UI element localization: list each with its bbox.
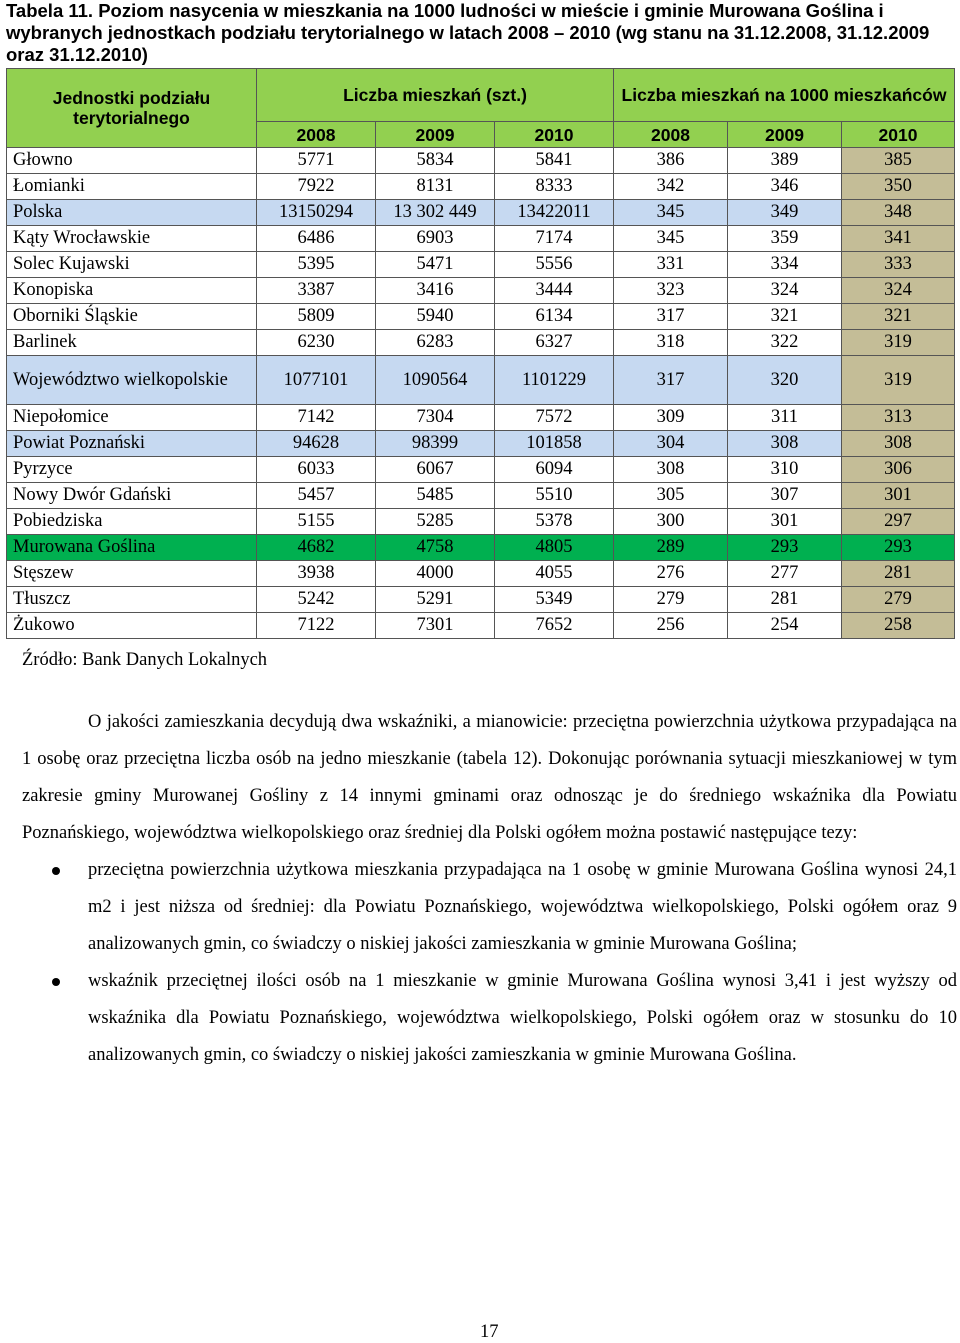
row-name-cell: Murowana Goślina — [7, 535, 257, 561]
row-name-cell: Konopiska — [7, 278, 257, 304]
table-row — [7, 405, 955, 431]
value-cell: 323 — [614, 278, 728, 304]
value-cell: 5155 — [257, 509, 376, 535]
value-cell: 342 — [614, 174, 728, 200]
value-cell: 4758 — [376, 535, 495, 561]
value-cell: 6903 — [376, 226, 495, 252]
value-cell: 301 — [842, 483, 955, 509]
table-row — [7, 535, 955, 561]
value-cell: 5834 — [376, 148, 495, 174]
value-cell: 293 — [842, 535, 955, 561]
value-cell: 301 — [728, 509, 842, 535]
value-cell: 279 — [614, 587, 728, 613]
value-cell: 281 — [728, 587, 842, 613]
row-name-cell: Województwo wielkopolskie — [7, 356, 257, 405]
row-name-cell: Nowy Dwór Gdański — [7, 483, 257, 509]
value-cell: 297 — [842, 509, 955, 535]
row-name-cell: Pobiedziska — [7, 509, 257, 535]
value-cell: 5940 — [376, 304, 495, 330]
intro-paragraph: O jakości zamieszkania decydują dwa wskaźniki, a mianowicie: przeciętna powierzchnia użytkowa przypadająca na 1 osobę oraz przeciętna liczba osób na jedno mieszkanie (tabela 12). Dokonując porównania sytuacji mieszkaniowej w tym zakresie gminy Murowanej Gośliny z 14 innymi gminami oraz odnosząc je do średniego wskaźnika dla Powiatu Poznańskiego, województwa wielkopolskiego oraz średniej dla Polski ogółem można postawić następujące tezy: — [22, 712, 957, 843]
value-cell: 6327 — [495, 330, 614, 356]
value-cell: 359 — [728, 226, 842, 252]
value-cell: 321 — [842, 304, 955, 330]
value-cell: 7572 — [495, 405, 614, 431]
table-row — [7, 278, 955, 304]
value-cell: 5378 — [495, 509, 614, 535]
value-cell: 308 — [728, 431, 842, 457]
value-cell: 386 — [614, 148, 728, 174]
value-cell: 1101229 — [495, 356, 614, 405]
value-cell: 324 — [842, 278, 955, 304]
row-name-cell: Tłuszcz — [7, 587, 257, 613]
value-cell: 98399 — [376, 431, 495, 457]
theses-list — [22, 852, 957, 1074]
row-name-cell: Powiat Poznański — [7, 431, 257, 457]
value-cell: 389 — [728, 148, 842, 174]
value-cell: 4682 — [257, 535, 376, 561]
table-row — [7, 587, 955, 613]
value-cell: 3444 — [495, 278, 614, 304]
value-cell: 385 — [842, 148, 955, 174]
value-cell: 6033 — [257, 457, 376, 483]
header-year: 2008 — [257, 122, 376, 148]
value-cell: 350 — [842, 174, 955, 200]
value-cell: 4055 — [495, 561, 614, 587]
value-cell: 313 — [842, 405, 955, 431]
table-row — [7, 483, 955, 509]
row-name-cell: Barlinek — [7, 330, 257, 356]
value-cell: 281 — [842, 561, 955, 587]
value-cell: 279 — [842, 587, 955, 613]
value-cell: 308 — [842, 431, 955, 457]
value-cell: 13 302 449 — [376, 200, 495, 226]
value-cell: 7174 — [495, 226, 614, 252]
table-row — [7, 457, 955, 483]
value-cell: 348 — [842, 200, 955, 226]
value-cell: 307 — [728, 483, 842, 509]
row-name-cell: Kąty Wrocławskie — [7, 226, 257, 252]
value-cell: 6067 — [376, 457, 495, 483]
value-cell: 5510 — [495, 483, 614, 509]
value-cell: 6094 — [495, 457, 614, 483]
value-cell: 94628 — [257, 431, 376, 457]
value-cell: 6283 — [376, 330, 495, 356]
value-cell: 6486 — [257, 226, 376, 252]
value-cell: 7304 — [376, 405, 495, 431]
value-cell: 258 — [842, 613, 955, 639]
value-cell: 1090564 — [376, 356, 495, 405]
table-row — [7, 330, 955, 356]
table-row — [7, 200, 955, 226]
value-cell: 13422011 — [495, 200, 614, 226]
value-cell: 333 — [842, 252, 955, 278]
header-year: 2009 — [728, 122, 842, 148]
value-cell: 5471 — [376, 252, 495, 278]
value-cell: 349 — [728, 200, 842, 226]
table-row — [7, 304, 955, 330]
value-cell: 6134 — [495, 304, 614, 330]
row-name-cell: Głowno — [7, 148, 257, 174]
value-cell: 5771 — [257, 148, 376, 174]
value-cell: 7652 — [495, 613, 614, 639]
page-number: 17 — [480, 1322, 499, 1342]
value-cell: 346 — [728, 174, 842, 200]
value-cell: 320 — [728, 356, 842, 405]
value-cell: 309 — [614, 405, 728, 431]
body-text — [22, 704, 957, 1074]
value-cell: 7142 — [257, 405, 376, 431]
value-cell: 345 — [614, 200, 728, 226]
header-units: Jednostki podziału terytorialnego — [7, 69, 257, 148]
source-note: Źródło: Bank Danych Lokalnych — [22, 650, 268, 670]
header-year: 2010 — [842, 122, 955, 148]
table-body — [7, 148, 955, 639]
table-caption: Tabela 11. Poziom nasycenia w mieszkania na 1000 ludności w mieście i gminie Murowana Goślina i wybranych jednostkach podziału terytorialnego w latach 2008 – 2010 (wg stanu na 31.12.2008, 31.12.2009 oraz 31.12.2010) — [6, 0, 930, 65]
bullet-icon — [52, 978, 60, 986]
value-cell: 3416 — [376, 278, 495, 304]
row-name-cell: Stęszew — [7, 561, 257, 587]
list-item — [22, 963, 957, 1074]
value-cell: 306 — [842, 457, 955, 483]
value-cell: 334 — [728, 252, 842, 278]
value-cell: 5395 — [257, 252, 376, 278]
value-cell: 3387 — [257, 278, 376, 304]
value-cell: 311 — [728, 405, 842, 431]
value-cell: 6230 — [257, 330, 376, 356]
bullet-icon — [52, 867, 60, 875]
header-per1000: Liczba mieszkań na 1000 mieszkańców — [614, 69, 955, 122]
table-row — [7, 509, 955, 535]
value-cell: 5457 — [257, 483, 376, 509]
value-cell: 321 — [728, 304, 842, 330]
value-cell: 308 — [614, 457, 728, 483]
header-year: 2008 — [614, 122, 728, 148]
value-cell: 5841 — [495, 148, 614, 174]
value-cell: 331 — [614, 252, 728, 278]
value-cell: 5242 — [257, 587, 376, 613]
value-cell: 317 — [614, 356, 728, 405]
value-cell: 8333 — [495, 174, 614, 200]
header-year: 2009 — [376, 122, 495, 148]
table-row — [7, 174, 955, 200]
value-cell: 3938 — [257, 561, 376, 587]
value-cell: 277 — [728, 561, 842, 587]
list-item-text: wskaźnik przeciętnej ilości osób na 1 mieszkanie w gminie Murowana Goślina wynosi 3,41 i jest wyższy od wskaźnika dla Powiatu Poznańskiego, województwa wielkopolskiego, Polski ogółem oraz w stosunku do 10 analizowanych gmin, co świadczy o niskiej jakości zamieszkania w gminie Murowana Goślina. — [88, 971, 957, 1065]
housing-table — [6, 68, 955, 639]
table-row — [7, 148, 955, 174]
value-cell: 5291 — [376, 587, 495, 613]
value-cell: 289 — [614, 535, 728, 561]
value-cell: 300 — [614, 509, 728, 535]
value-cell: 5349 — [495, 587, 614, 613]
header-year: 2010 — [495, 122, 614, 148]
table-row — [7, 226, 955, 252]
value-cell: 5809 — [257, 304, 376, 330]
value-cell: 319 — [842, 356, 955, 405]
list-item-text: przeciętna powierzchnia użytkowa mieszkania przypadająca na 1 osobę w gminie Murowana Goślina wynosi 24,1 m2 i jest niższa od średniej: dla Powiatu Poznańskiego, województwa wielkopolskiego, Polski ogółem oraz 9 analizowanych gmin, co świadczy o niskiej jakości zamieszkania w gminie Murowana Goślina; — [88, 860, 957, 954]
value-cell: 8131 — [376, 174, 495, 200]
row-name-cell: Łomianki — [7, 174, 257, 200]
value-cell: 345 — [614, 226, 728, 252]
row-name-cell: Oborniki Śląskie — [7, 304, 257, 330]
table-row — [7, 431, 955, 457]
header-count: Liczba mieszkań (szt.) — [257, 69, 614, 122]
row-name-cell: Polska — [7, 200, 257, 226]
row-name-cell: Niepołomice — [7, 405, 257, 431]
value-cell: 293 — [728, 535, 842, 561]
table-row — [7, 252, 955, 278]
value-cell: 322 — [728, 330, 842, 356]
value-cell: 5285 — [376, 509, 495, 535]
value-cell: 5556 — [495, 252, 614, 278]
value-cell: 319 — [842, 330, 955, 356]
value-cell: 304 — [614, 431, 728, 457]
table-row — [7, 561, 955, 587]
row-name-cell: Żukowo — [7, 613, 257, 639]
value-cell: 7301 — [376, 613, 495, 639]
value-cell: 1077101 — [257, 356, 376, 405]
value-cell: 317 — [614, 304, 728, 330]
value-cell: 7122 — [257, 613, 376, 639]
value-cell: 324 — [728, 278, 842, 304]
row-name-cell: Pyrzyce — [7, 457, 257, 483]
table-row — [7, 613, 955, 639]
value-cell: 276 — [614, 561, 728, 587]
value-cell: 256 — [614, 613, 728, 639]
value-cell: 310 — [728, 457, 842, 483]
value-cell: 5485 — [376, 483, 495, 509]
value-cell: 341 — [842, 226, 955, 252]
value-cell: 101858 — [495, 431, 614, 457]
value-cell: 7922 — [257, 174, 376, 200]
value-cell: 305 — [614, 483, 728, 509]
value-cell: 4000 — [376, 561, 495, 587]
value-cell: 318 — [614, 330, 728, 356]
value-cell: 254 — [728, 613, 842, 639]
row-name-cell: Solec Kujawski — [7, 252, 257, 278]
list-item — [22, 852, 957, 963]
value-cell: 13150294 — [257, 200, 376, 226]
value-cell: 4805 — [495, 535, 614, 561]
table-row — [7, 356, 955, 405]
